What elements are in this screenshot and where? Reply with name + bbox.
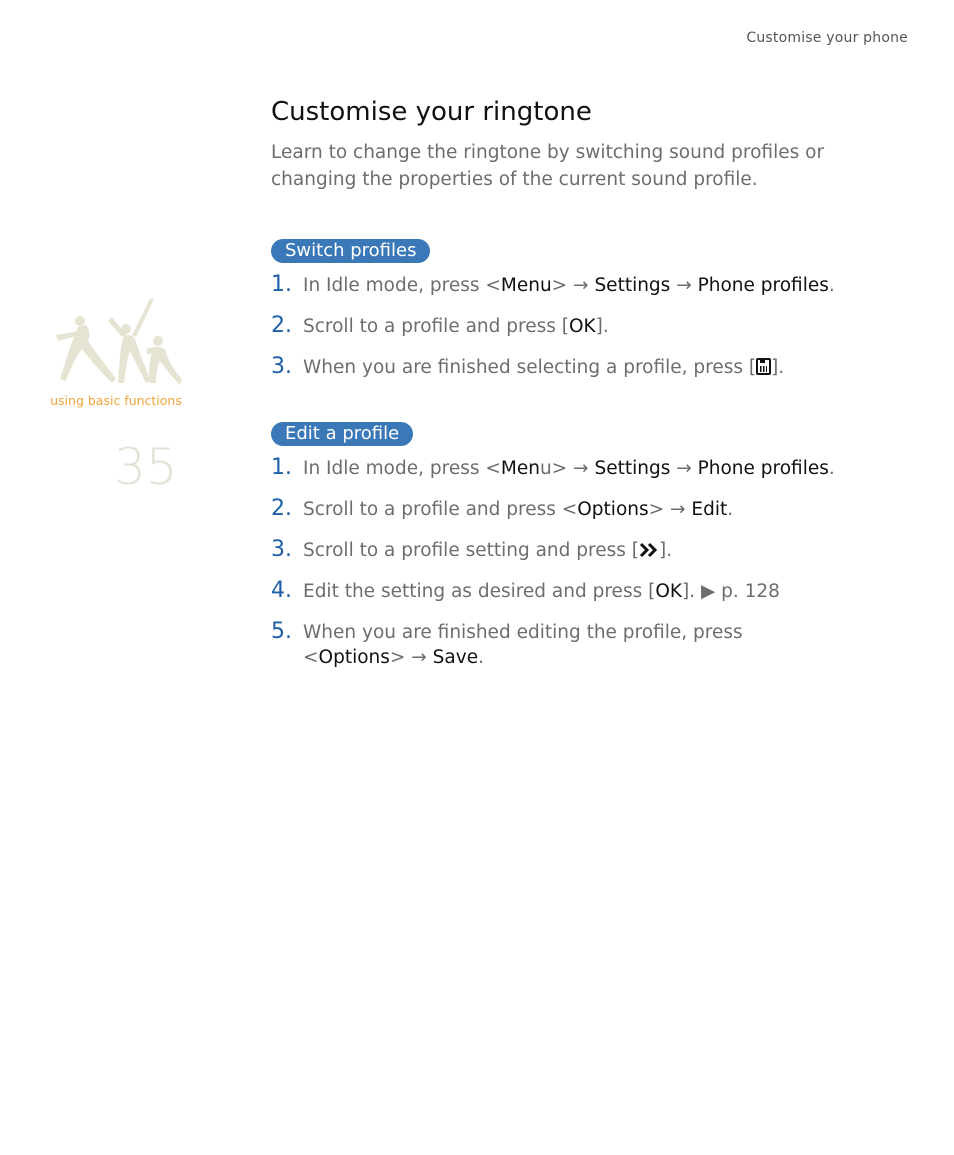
- step-number: 5.: [271, 619, 292, 644]
- step-text: When you are finished editing the profile, press <: [303, 622, 743, 668]
- step-text: .: [727, 499, 734, 520]
- section-label: using basic functions: [50, 393, 182, 408]
- step: [271, 273, 841, 298]
- section-heading: Switch profiles: [271, 239, 430, 263]
- menu-label: Save: [432, 647, 479, 668]
- page-number: 35: [114, 438, 178, 496]
- step: [271, 620, 841, 670]
- menu-label: Phone profiles: [697, 458, 829, 479]
- step-number: 4.: [271, 578, 292, 603]
- step: [271, 538, 841, 563]
- key-label: Men: [500, 458, 540, 479]
- step-text: In Idle mode, press <: [303, 458, 501, 479]
- step-text: Scroll to a profile setting and press [: [303, 540, 639, 561]
- intro-text: Learn to change the ringtone by switching sound profiles or changing the properties of the current sound profile.: [271, 142, 825, 190]
- step: [271, 456, 841, 481]
- step-text: > →: [648, 499, 692, 520]
- page-title: Customise your ringtone: [271, 97, 592, 127]
- step-text: Scroll to a profile and press <: [303, 499, 578, 520]
- step-text: ]. ▶ p. 128: [682, 581, 780, 602]
- step-text: In Idle mode, press <: [303, 275, 501, 296]
- key-label: Menu: [500, 275, 552, 296]
- key-label: OK: [655, 581, 683, 602]
- steps-list: [271, 456, 841, 670]
- step-text: u> →: [539, 458, 595, 479]
- step-text: .: [828, 275, 835, 296]
- step-number: 1.: [271, 272, 292, 297]
- step-text: Edit the setting as desired and press [: [303, 581, 656, 602]
- section-edit-profile: [271, 422, 841, 670]
- steps-list: [271, 273, 841, 380]
- dancers-illustration-icon: [50, 295, 182, 389]
- save-icon: [756, 358, 771, 375]
- key-label: OK: [568, 316, 596, 337]
- step-text: ].: [658, 540, 673, 561]
- step-text: ].: [771, 357, 785, 378]
- step: [271, 579, 841, 604]
- step-text: .: [478, 647, 484, 668]
- step-number: 2.: [271, 313, 292, 338]
- section-switch-profiles: [271, 239, 841, 380]
- section-heading: Edit a profile: [271, 422, 413, 446]
- double-chevron-right-icon: [639, 541, 659, 559]
- step-text: →: [670, 458, 698, 479]
- chapter-title: Customise your phone: [746, 30, 908, 46]
- key-label: Options: [577, 499, 649, 520]
- step-number: 3.: [271, 537, 292, 562]
- step-text: > →: [389, 647, 433, 668]
- key-label: Options: [318, 647, 390, 668]
- step-number: 1.: [271, 455, 292, 480]
- step-text: →: [670, 275, 698, 296]
- step: [271, 355, 841, 380]
- step: [271, 497, 841, 522]
- step: [271, 314, 841, 339]
- menu-label: Edit: [691, 499, 728, 520]
- menu-label: Phone profiles: [697, 275, 829, 296]
- step-number: 2.: [271, 496, 292, 521]
- step-text: When you are finished selecting a profile, press [: [303, 357, 757, 378]
- step-number: 3.: [271, 354, 292, 379]
- main-content: [271, 95, 841, 686]
- menu-label: Settings: [594, 275, 671, 296]
- step-text: ].: [595, 316, 609, 337]
- step-text: Scroll to a profile and press [: [303, 316, 569, 337]
- step-text: > →: [551, 275, 595, 296]
- step-text: .: [828, 458, 835, 479]
- menu-label: Settings: [594, 458, 671, 479]
